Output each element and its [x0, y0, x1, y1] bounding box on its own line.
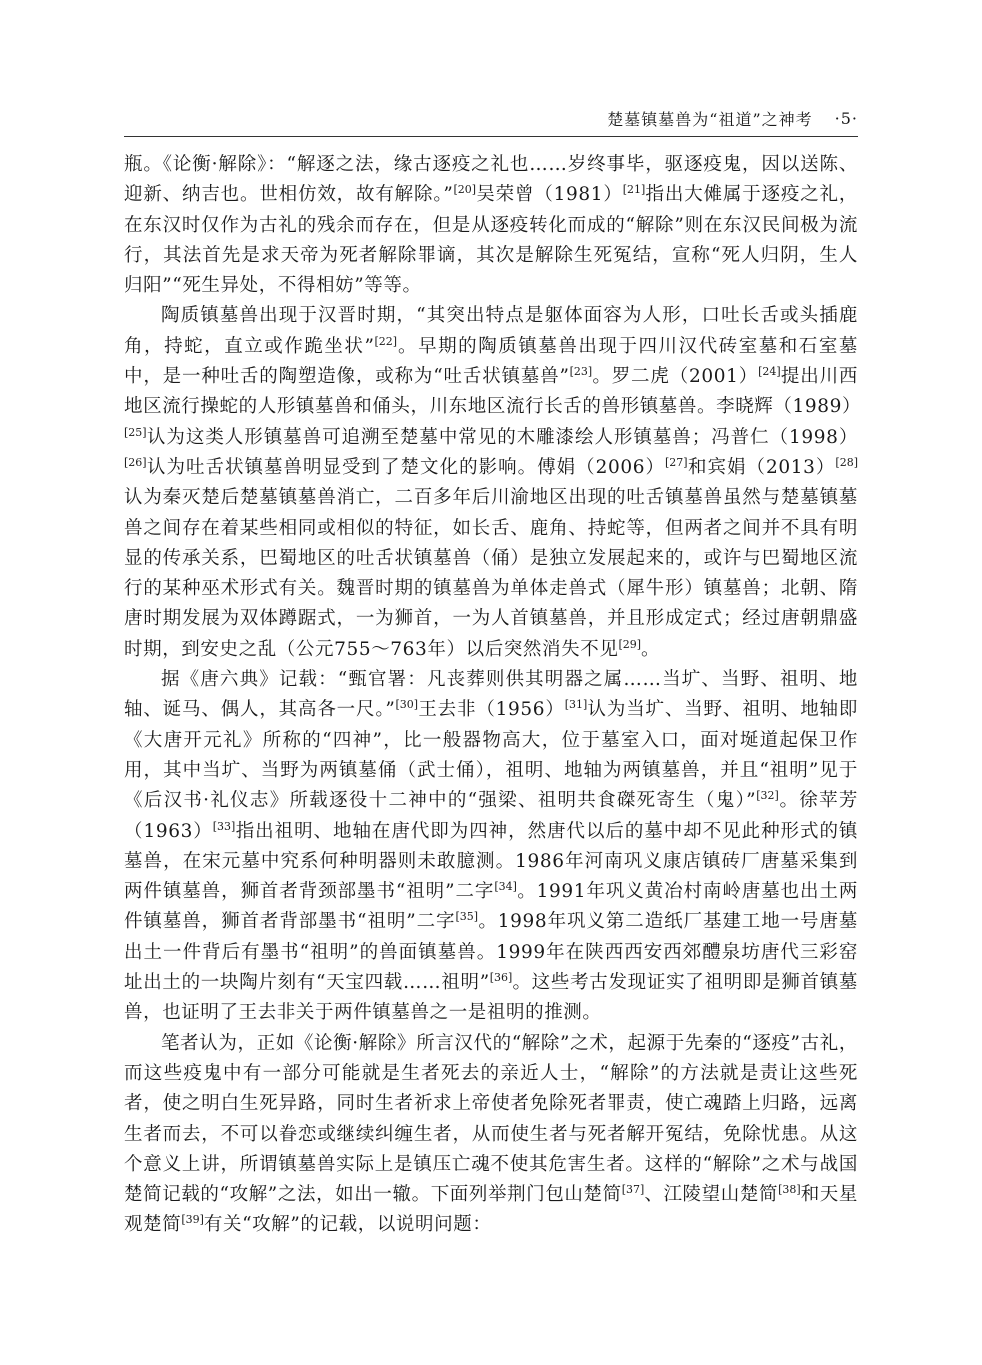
text-run: 笔者认为，正如《论衡·解除》所言汉代的“解除”之术，起源于先秦的“逐疫”古礼，而这些疫鬼中有一部分可能就是生者死去的亲近人士，“解除”的方法就是责让这些死者，使之明白生死异路，同时生者祈求上帝使者免除死者罪责，使亡魂踏上归路，远离生者而去，不可以眷恋或继续纠缠生者，从而使生者与死者解开冤结，免除忧患。从这个意义上讲，所谓镇墓兽实际上是镇压亡魂不使其危害生者。这样的“解除”之术与战国楚简记载的“攻解”之法，如出一辙。下面列举荆门包山楚简 — [124, 1032, 858, 1206]
text-run: 。1998年巩义第二造纸厂基建工地一号唐墓出土一件背后有墨书“祖明”的兽面镇墓兽。1999年在陕西西安西郊醴泉坊唐代三彩窑址出土的一块陶片刻有“天宝四载……祖明” — [124, 911, 858, 994]
text-run: 认为这类人形镇墓兽可追溯至楚墓中常见的木雕漆绘人形镇墓兽；冯普仁（1998） — [146, 426, 858, 448]
text-run: 认为当圹、当野、祖明、地轴即《大唐开元礼》所称的“四神”，比一般器物高大，位于墓室入口，面对埏道起保卫作用，其中当圹、当野为两镇墓俑（武士俑），祖明、地轴为两镇墓兽，并且“祖明”见于《后汉书·礼仪志》所载逐役十二神中的“强梁、祖明共食磔死寄生（鬼）” — [124, 699, 858, 812]
text-run: 和天星观楚简 — [124, 1184, 859, 1236]
citation-ref: [21] — [622, 183, 646, 197]
text-run: 认为吐舌状镇墓兽明显受到了楚文化的影响。傅娟（2006） — [146, 456, 665, 478]
citation-ref: [22] — [374, 334, 398, 348]
text-run: 吴荣曾（1981） — [476, 184, 623, 206]
text-run: 。徐苹芳（1963） — [124, 790, 858, 842]
running-header — [124, 104, 858, 132]
citation-ref: [30] — [395, 698, 419, 712]
text-run: 。早期的陶质镇墓兽出现于四川汉代砖室墓和石室墓中，是一种吐舌的陶塑造像，或称为“吐舌状镇墓兽” — [124, 335, 858, 388]
text-run: 。 — [641, 638, 661, 660]
running-title: 楚墓镇墓兽为“祖道”之神考 — [607, 109, 813, 129]
citation-ref: [37] — [621, 1182, 645, 1196]
text-run: 。这些考古发现证实了祖明即是狮首镇墓兽，也证明了王去非关于两件镇墓兽之一是祖明的推测。 — [124, 972, 858, 1024]
citation-ref: [24] — [758, 364, 781, 378]
paragraph — [124, 665, 858, 1029]
citation-ref: [36] — [489, 970, 513, 984]
text-run: 提出川西地区流行操蛇的人形镇墓兽和俑头，川东地区流行长舌的兽形镇墓兽。李晓辉（1989） — [124, 366, 862, 418]
citation-ref: [32] — [756, 789, 779, 803]
page-number: ·5· — [834, 108, 858, 128]
text-run: 指出祖明、地轴在唐代即为四神，然唐代以后的墓中却不见此种形式的镇墓兽，在宋元墓中究系何种明器则未敢臆测。1986年河南巩义康店镇砖厂唐墓采集到两件镇墓兽，狮首者背颈部墨书“祖明”二字 — [124, 820, 859, 903]
citation-ref: [39] — [181, 1213, 204, 1227]
body-text — [124, 150, 862, 1241]
citation-ref: [35] — [455, 910, 479, 924]
citation-ref: [27] — [665, 455, 688, 469]
text-run: 认为秦灭楚后楚墓镇墓兽消亡，二百多年后川渝地区出现的吐舌镇墓兽虽然与楚墓镇墓兽之间存在着某些相同或相似的特征，如长舌、鹿角、持蛇等，但两者之间并不具有明显的传承关系，巴蜀地区的吐舌状镇墓兽（俑）是独立发展起来的，或许与巴蜀地区流行的某种巫术形式有关。魏晋时期的镇墓兽为单体走兽式（犀牛形）镇墓兽；北朝、隋唐时期发展为双体蹲踞式，一为狮首，一为人首镇墓兽，并且形成定式；经过唐朝鼎盛时期，到安史之乱（公元755～763年）以后突然消失不见 — [124, 487, 858, 660]
paragraph — [124, 301, 862, 665]
text-run: 指出大傩属于逐疫之礼，在东汉时仅作为古礼的残余而存在，但是从逐疫转化而成的“解除”则在东汉民间极为流行，其法首先是求天帝为死者解除罪谪，其次是解除生死冤结，宣称“死人归阴，生人归阳”“死生异处，不得相妨”等等。 — [124, 184, 858, 297]
citation-ref: [25] — [124, 425, 147, 439]
citation-ref: [38] — [778, 1182, 801, 1196]
text-run: 王去非（1956） — [418, 699, 565, 721]
citation-ref: [26] — [124, 455, 147, 469]
text-run: 。1991年巩义黄冶村南岭唐墓也出土两件镇墓兽，狮首者背部墨书“祖明”二字 — [124, 881, 858, 933]
text-run: 有关“攻解”的记载，以说明问题： — [203, 1214, 492, 1236]
citation-ref: [20] — [453, 183, 477, 197]
citation-ref: [23] — [569, 364, 593, 378]
paragraph — [124, 150, 858, 301]
citation-ref: [28] — [835, 455, 858, 469]
text-run: 。罗二虎（2001） — [592, 366, 759, 388]
header-rule — [124, 136, 858, 137]
text-run: 和宾娟（2013） — [687, 456, 836, 478]
citation-ref: [33] — [212, 819, 236, 833]
paragraph — [124, 1029, 858, 1241]
text-run: 瓶。《论衡·解除》：“解逐之法，缘古逐疫之礼也……岁终事毕，驱逐疫鬼，因以送陈、迎新、纳吉也。世相仿效，故有解除。” — [124, 154, 858, 206]
citation-ref: [31] — [564, 698, 588, 712]
citation-ref: [29] — [618, 637, 642, 651]
text-run: 据《唐六典》记载：“甄官署：凡丧葬则供其明器之属……当圹、当野、祖明、地轴、诞马、偶人，其高各一尺。” — [124, 669, 858, 721]
text-run: 、江陵望山楚简 — [644, 1184, 779, 1206]
citation-ref: [34] — [494, 879, 517, 893]
text-run: 陶质镇墓兽出现于汉晋时期，“其突出特点是躯体面容为人形，口吐长舌或头插鹿角，持蛇，直立或作跪坐状” — [124, 305, 858, 357]
